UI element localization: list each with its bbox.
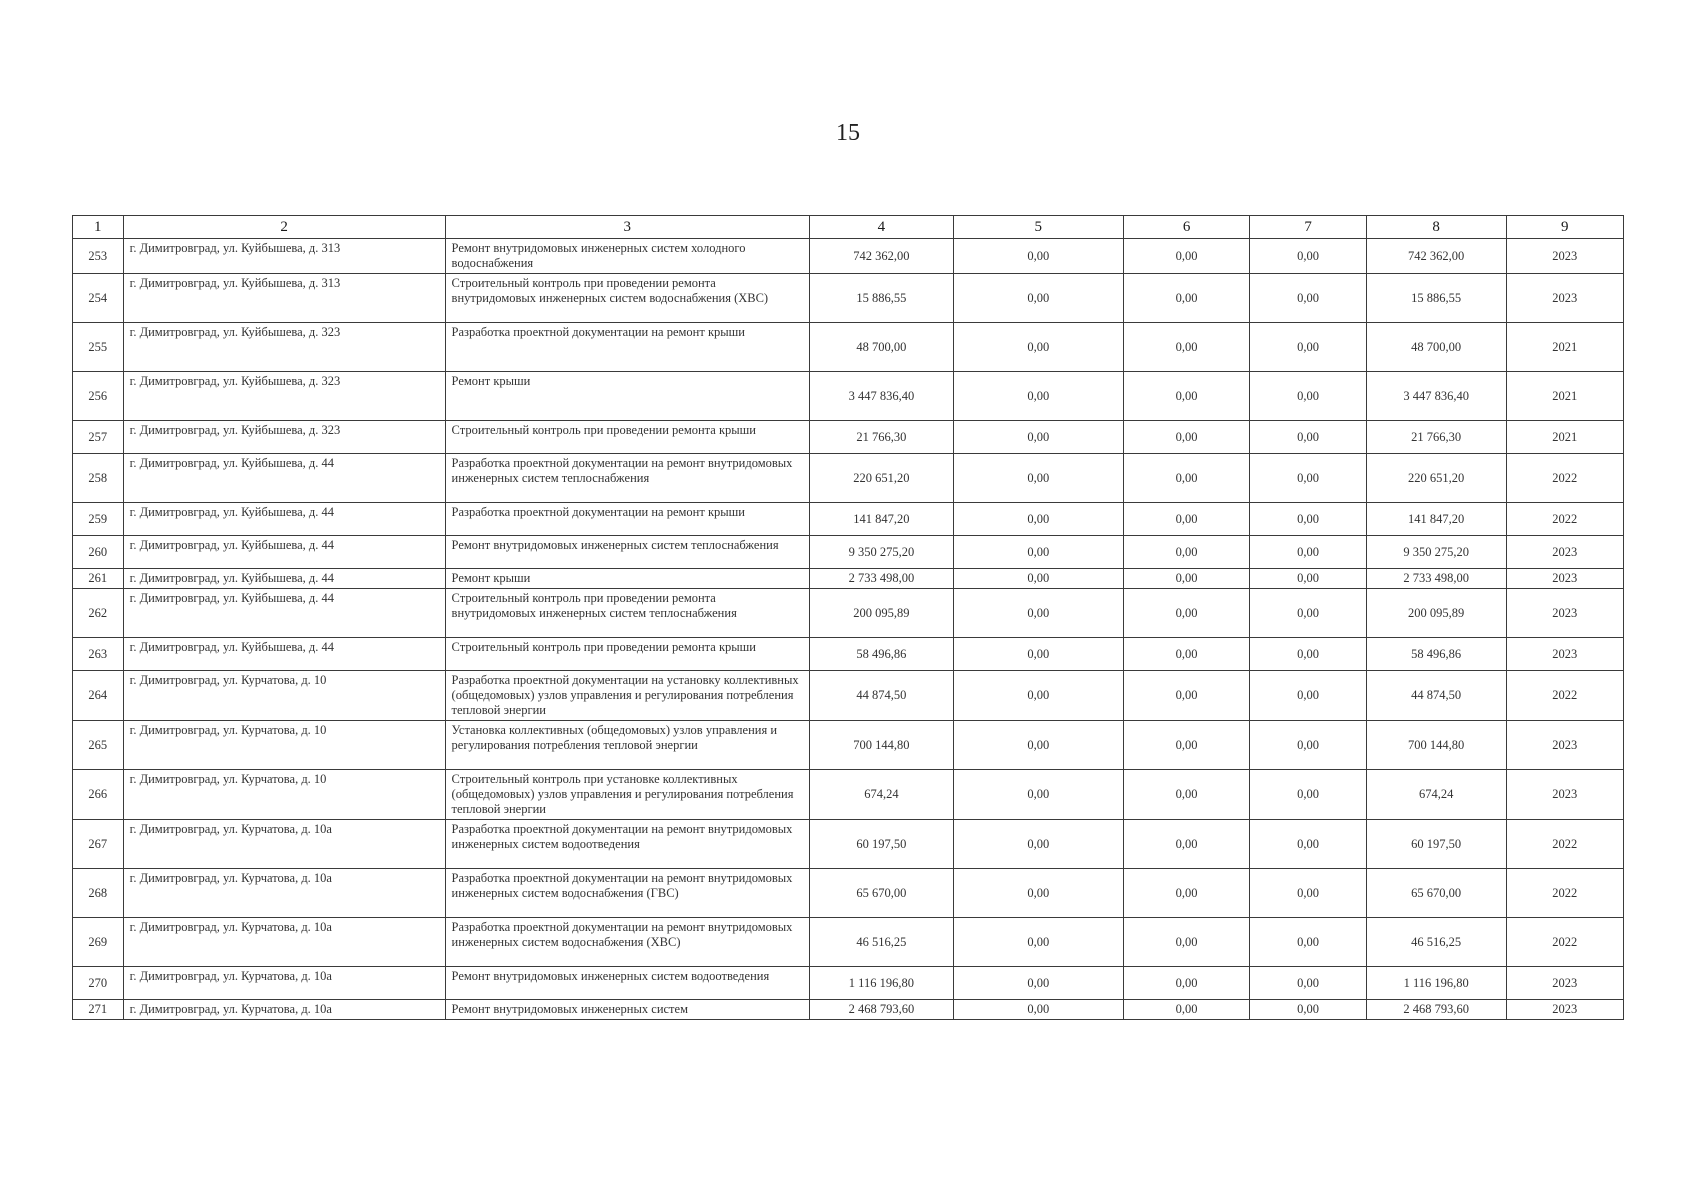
column-8-value-cell: 700 144,80 xyxy=(1366,721,1506,770)
row-number: 259 xyxy=(73,503,124,536)
column-8-value-cell: 674,24 xyxy=(1366,770,1506,820)
year-cell: 2021 xyxy=(1506,372,1624,421)
work-description-cell: Разработка проектной документации на ремонт крыши xyxy=(445,503,809,536)
year-cell: 2023 xyxy=(1506,274,1624,323)
year-cell: 2023 xyxy=(1506,589,1624,638)
column-8-value-cell: 9 350 275,20 xyxy=(1366,536,1506,569)
column-5-value-cell: 0,00 xyxy=(953,721,1123,770)
year-cell: 2023 xyxy=(1506,638,1624,671)
column-6-value-cell: 0,00 xyxy=(1123,372,1250,421)
row-number: 269 xyxy=(73,918,124,967)
cost-total-cell: 220 651,20 xyxy=(810,454,954,503)
table-row xyxy=(73,638,1624,671)
work-description-cell: Строительный контроль при проведении ремонта внутридомовых инженерных систем теплоснабжения xyxy=(445,589,809,638)
table-row xyxy=(73,536,1624,569)
column-7-value-cell: 0,00 xyxy=(1250,671,1366,721)
cost-total-cell: 2 468 793,60 xyxy=(810,1000,954,1020)
column-5-value-cell: 0,00 xyxy=(953,569,1123,589)
row-number: 265 xyxy=(73,721,124,770)
address-cell: г. Димитровград, ул. Куйбышева, д. 313 xyxy=(123,274,445,323)
column-5-value-cell: 0,00 xyxy=(953,770,1123,820)
address-cell: г. Димитровград, ул. Куйбышева, д. 323 xyxy=(123,372,445,421)
column-7-value-cell: 0,00 xyxy=(1250,638,1366,671)
column-5-value-cell: 0,00 xyxy=(953,454,1123,503)
year-cell: 2023 xyxy=(1506,569,1624,589)
row-number: 266 xyxy=(73,770,124,820)
year-cell: 2022 xyxy=(1506,918,1624,967)
row-number: 271 xyxy=(73,1000,124,1020)
column-6-value-cell: 0,00 xyxy=(1123,770,1250,820)
row-number: 256 xyxy=(73,372,124,421)
column-8-value-cell: 44 874,50 xyxy=(1366,671,1506,721)
table-row xyxy=(73,503,1624,536)
column-5-value-cell: 0,00 xyxy=(953,638,1123,671)
year-cell: 2023 xyxy=(1506,967,1624,1000)
column-7-value-cell: 0,00 xyxy=(1250,421,1366,454)
table-row xyxy=(73,721,1624,770)
table-row xyxy=(73,671,1624,721)
column-8-value-cell: 46 516,25 xyxy=(1366,918,1506,967)
row-number: 257 xyxy=(73,421,124,454)
column-6-value-cell: 0,00 xyxy=(1123,869,1250,918)
column-header-2: 2 xyxy=(123,216,445,239)
work-description-cell: Разработка проектной документации на ремонт внутридомовых инженерных систем водоотведения xyxy=(445,820,809,869)
table-row xyxy=(73,820,1624,869)
table-row xyxy=(73,967,1624,1000)
work-description-cell: Строительный контроль при проведении ремонта крыши xyxy=(445,638,809,671)
work-description-cell: Разработка проектной документации на ремонт крыши xyxy=(445,323,809,372)
table-row xyxy=(73,372,1624,421)
address-cell: г. Димитровград, ул. Куйбышева, д. 44 xyxy=(123,569,445,589)
year-cell: 2023 xyxy=(1506,1000,1624,1020)
column-header-1: 1 xyxy=(73,216,124,239)
row-number: 270 xyxy=(73,967,124,1000)
cost-total-cell: 46 516,25 xyxy=(810,918,954,967)
work-description-cell: Ремонт внутридомовых инженерных систем теплоснабжения xyxy=(445,536,809,569)
column-6-value-cell: 0,00 xyxy=(1123,239,1250,274)
address-cell: г. Димитровград, ул. Куйбышева, д. 323 xyxy=(123,323,445,372)
table-row xyxy=(73,770,1624,820)
cost-total-cell: 15 886,55 xyxy=(810,274,954,323)
year-cell: 2022 xyxy=(1506,503,1624,536)
address-cell: г. Димитровград, ул. Куйбышева, д. 44 xyxy=(123,454,445,503)
column-7-value-cell: 0,00 xyxy=(1250,820,1366,869)
address-cell: г. Димитровград, ул. Куйбышева, д. 323 xyxy=(123,421,445,454)
year-cell: 2023 xyxy=(1506,536,1624,569)
table-row xyxy=(73,869,1624,918)
address-cell: г. Димитровград, ул. Курчатова, д. 10а xyxy=(123,1000,445,1020)
column-8-value-cell: 200 095,89 xyxy=(1366,589,1506,638)
work-description-cell: Ремонт внутридомовых инженерных систем xyxy=(445,1000,809,1020)
table-row xyxy=(73,918,1624,967)
column-8-value-cell: 2 733 498,00 xyxy=(1366,569,1506,589)
work-description-cell: Строительный контроль при проведении ремонта крыши xyxy=(445,421,809,454)
column-5-value-cell: 0,00 xyxy=(953,421,1123,454)
column-8-value-cell: 21 766,30 xyxy=(1366,421,1506,454)
column-8-value-cell: 2 468 793,60 xyxy=(1366,1000,1506,1020)
row-number: 261 xyxy=(73,569,124,589)
column-5-value-cell: 0,00 xyxy=(953,274,1123,323)
table-body xyxy=(73,239,1624,1020)
year-cell: 2021 xyxy=(1506,323,1624,372)
year-cell: 2022 xyxy=(1506,820,1624,869)
column-5-value-cell: 0,00 xyxy=(953,372,1123,421)
row-number: 255 xyxy=(73,323,124,372)
table-row xyxy=(73,274,1624,323)
table-row xyxy=(73,569,1624,589)
work-description-cell: Ремонт крыши xyxy=(445,372,809,421)
column-7-value-cell: 0,00 xyxy=(1250,721,1366,770)
column-header-3: 3 xyxy=(445,216,809,239)
address-cell: г. Димитровград, ул. Курчатова, д. 10а xyxy=(123,967,445,1000)
column-8-value-cell: 1 116 196,80 xyxy=(1366,967,1506,1000)
work-description-cell: Разработка проектной документации на ремонт внутридомовых инженерных систем водоснабжения (ХВС) xyxy=(445,918,809,967)
column-7-value-cell: 0,00 xyxy=(1250,869,1366,918)
column-5-value-cell: 0,00 xyxy=(953,503,1123,536)
address-cell: г. Димитровград, ул. Курчатова, д. 10а xyxy=(123,869,445,918)
repair-program-table xyxy=(72,215,1624,1020)
repair-program-table-container xyxy=(72,215,1624,1020)
column-header-6: 6 xyxy=(1123,216,1250,239)
column-6-value-cell: 0,00 xyxy=(1123,671,1250,721)
address-cell: г. Димитровград, ул. Курчатова, д. 10 xyxy=(123,770,445,820)
year-cell: 2023 xyxy=(1506,721,1624,770)
table-row xyxy=(73,239,1624,274)
cost-total-cell: 2 733 498,00 xyxy=(810,569,954,589)
column-7-value-cell: 0,00 xyxy=(1250,372,1366,421)
address-cell: г. Димитровград, ул. Курчатова, д. 10а xyxy=(123,820,445,869)
column-5-value-cell: 0,00 xyxy=(953,1000,1123,1020)
table-row xyxy=(73,589,1624,638)
address-cell: г. Димитровград, ул. Куйбышева, д. 44 xyxy=(123,536,445,569)
row-number: 253 xyxy=(73,239,124,274)
column-7-value-cell: 0,00 xyxy=(1250,569,1366,589)
row-number: 268 xyxy=(73,869,124,918)
column-7-value-cell: 0,00 xyxy=(1250,918,1366,967)
cost-total-cell: 3 447 836,40 xyxy=(810,372,954,421)
column-5-value-cell: 0,00 xyxy=(953,239,1123,274)
column-5-value-cell: 0,00 xyxy=(953,918,1123,967)
column-7-value-cell: 0,00 xyxy=(1250,589,1366,638)
work-description-cell: Строительный контроль при проведении ремонта внутридомовых инженерных систем водоснабжения (ХВС) xyxy=(445,274,809,323)
column-5-value-cell: 0,00 xyxy=(953,869,1123,918)
column-8-value-cell: 15 886,55 xyxy=(1366,274,1506,323)
column-6-value-cell: 0,00 xyxy=(1123,536,1250,569)
column-5-value-cell: 0,00 xyxy=(953,589,1123,638)
column-7-value-cell: 0,00 xyxy=(1250,239,1366,274)
cost-total-cell: 700 144,80 xyxy=(810,721,954,770)
row-number: 254 xyxy=(73,274,124,323)
year-cell: 2021 xyxy=(1506,421,1624,454)
column-6-value-cell: 0,00 xyxy=(1123,503,1250,536)
address-cell: г. Димитровград, ул. Курчатова, д. 10а xyxy=(123,918,445,967)
cost-total-cell: 674,24 xyxy=(810,770,954,820)
column-6-value-cell: 0,00 xyxy=(1123,454,1250,503)
year-cell: 2023 xyxy=(1506,239,1624,274)
column-6-value-cell: 0,00 xyxy=(1123,721,1250,770)
row-number: 260 xyxy=(73,536,124,569)
year-cell: 2023 xyxy=(1506,770,1624,820)
column-5-value-cell: 0,00 xyxy=(953,967,1123,1000)
column-7-value-cell: 0,00 xyxy=(1250,1000,1366,1020)
work-description-cell: Строительный контроль при установке коллективных (общедомовых) узлов управления и регулирования потребления тепловой энергии xyxy=(445,770,809,820)
column-6-value-cell: 0,00 xyxy=(1123,918,1250,967)
column-6-value-cell: 0,00 xyxy=(1123,421,1250,454)
column-6-value-cell: 0,00 xyxy=(1123,967,1250,1000)
cost-total-cell: 1 116 196,80 xyxy=(810,967,954,1000)
table-header xyxy=(73,216,1624,239)
column-8-value-cell: 65 670,00 xyxy=(1366,869,1506,918)
address-cell: г. Димитровград, ул. Курчатова, д. 10 xyxy=(123,721,445,770)
work-description-cell: Ремонт крыши xyxy=(445,569,809,589)
column-header-4: 4 xyxy=(810,216,954,239)
address-cell: г. Димитровград, ул. Куйбышева, д. 44 xyxy=(123,589,445,638)
column-8-value-cell: 742 362,00 xyxy=(1366,239,1506,274)
address-cell: г. Димитровград, ул. Куйбышева, д. 44 xyxy=(123,638,445,671)
cost-total-cell: 60 197,50 xyxy=(810,820,954,869)
work-description-cell: Установка коллективных (общедомовых) узлов управления и регулирования потребления тепловой энергии xyxy=(445,721,809,770)
column-8-value-cell: 58 496,86 xyxy=(1366,638,1506,671)
column-7-value-cell: 0,00 xyxy=(1250,770,1366,820)
row-number: 258 xyxy=(73,454,124,503)
address-cell: г. Димитровград, ул. Куйбышева, д. 313 xyxy=(123,239,445,274)
column-8-value-cell: 60 197,50 xyxy=(1366,820,1506,869)
work-description-cell: Разработка проектной документации на установку коллективных (общедомовых) узлов управления и регулирования потребления тепловой энергии xyxy=(445,671,809,721)
column-6-value-cell: 0,00 xyxy=(1123,323,1250,372)
column-8-value-cell: 48 700,00 xyxy=(1366,323,1506,372)
cost-total-cell: 21 766,30 xyxy=(810,421,954,454)
work-description-cell: Разработка проектной документации на ремонт внутридомовых инженерных систем водоснабжения (ГВС) xyxy=(445,869,809,918)
cost-total-cell: 200 095,89 xyxy=(810,589,954,638)
cost-total-cell: 48 700,00 xyxy=(810,323,954,372)
year-cell: 2022 xyxy=(1506,454,1624,503)
column-7-value-cell: 0,00 xyxy=(1250,274,1366,323)
work-description-cell: Разработка проектной документации на ремонт внутридомовых инженерных систем теплоснабжения xyxy=(445,454,809,503)
row-number: 264 xyxy=(73,671,124,721)
column-7-value-cell: 0,00 xyxy=(1250,967,1366,1000)
cost-total-cell: 65 670,00 xyxy=(810,869,954,918)
address-cell: г. Димитровград, ул. Курчатова, д. 10 xyxy=(123,671,445,721)
column-header-7: 7 xyxy=(1250,216,1366,239)
column-5-value-cell: 0,00 xyxy=(953,820,1123,869)
column-6-value-cell: 0,00 xyxy=(1123,1000,1250,1020)
row-number: 262 xyxy=(73,589,124,638)
column-8-value-cell: 141 847,20 xyxy=(1366,503,1506,536)
column-8-value-cell: 3 447 836,40 xyxy=(1366,372,1506,421)
column-header-5: 5 xyxy=(953,216,1123,239)
column-6-value-cell: 0,00 xyxy=(1123,569,1250,589)
column-5-value-cell: 0,00 xyxy=(953,323,1123,372)
work-description-cell: Ремонт внутридомовых инженерных систем водоотведения xyxy=(445,967,809,1000)
column-6-value-cell: 0,00 xyxy=(1123,638,1250,671)
column-7-value-cell: 0,00 xyxy=(1250,536,1366,569)
year-cell: 2022 xyxy=(1506,869,1624,918)
column-5-value-cell: 0,00 xyxy=(953,671,1123,721)
cost-total-cell: 58 496,86 xyxy=(810,638,954,671)
column-6-value-cell: 0,00 xyxy=(1123,820,1250,869)
table-row xyxy=(73,323,1624,372)
column-5-value-cell: 0,00 xyxy=(953,536,1123,569)
table-row xyxy=(73,421,1624,454)
column-7-value-cell: 0,00 xyxy=(1250,503,1366,536)
column-6-value-cell: 0,00 xyxy=(1123,589,1250,638)
row-number: 267 xyxy=(73,820,124,869)
cost-total-cell: 742 362,00 xyxy=(810,239,954,274)
column-7-value-cell: 0,00 xyxy=(1250,454,1366,503)
column-header-9: 9 xyxy=(1506,216,1624,239)
column-7-value-cell: 0,00 xyxy=(1250,323,1366,372)
row-number: 263 xyxy=(73,638,124,671)
address-cell: г. Димитровград, ул. Куйбышева, д. 44 xyxy=(123,503,445,536)
column-8-value-cell: 220 651,20 xyxy=(1366,454,1506,503)
work-description-cell: Ремонт внутридомовых инженерных систем холодного водоснабжения xyxy=(445,239,809,274)
column-6-value-cell: 0,00 xyxy=(1123,274,1250,323)
page-number: 15 xyxy=(836,120,860,146)
year-cell: 2022 xyxy=(1506,671,1624,721)
table-row xyxy=(73,1000,1624,1020)
table-row xyxy=(73,454,1624,503)
cost-total-cell: 9 350 275,20 xyxy=(810,536,954,569)
cost-total-cell: 141 847,20 xyxy=(810,503,954,536)
cost-total-cell: 44 874,50 xyxy=(810,671,954,721)
column-number-row xyxy=(73,216,1624,239)
column-header-8: 8 xyxy=(1366,216,1506,239)
